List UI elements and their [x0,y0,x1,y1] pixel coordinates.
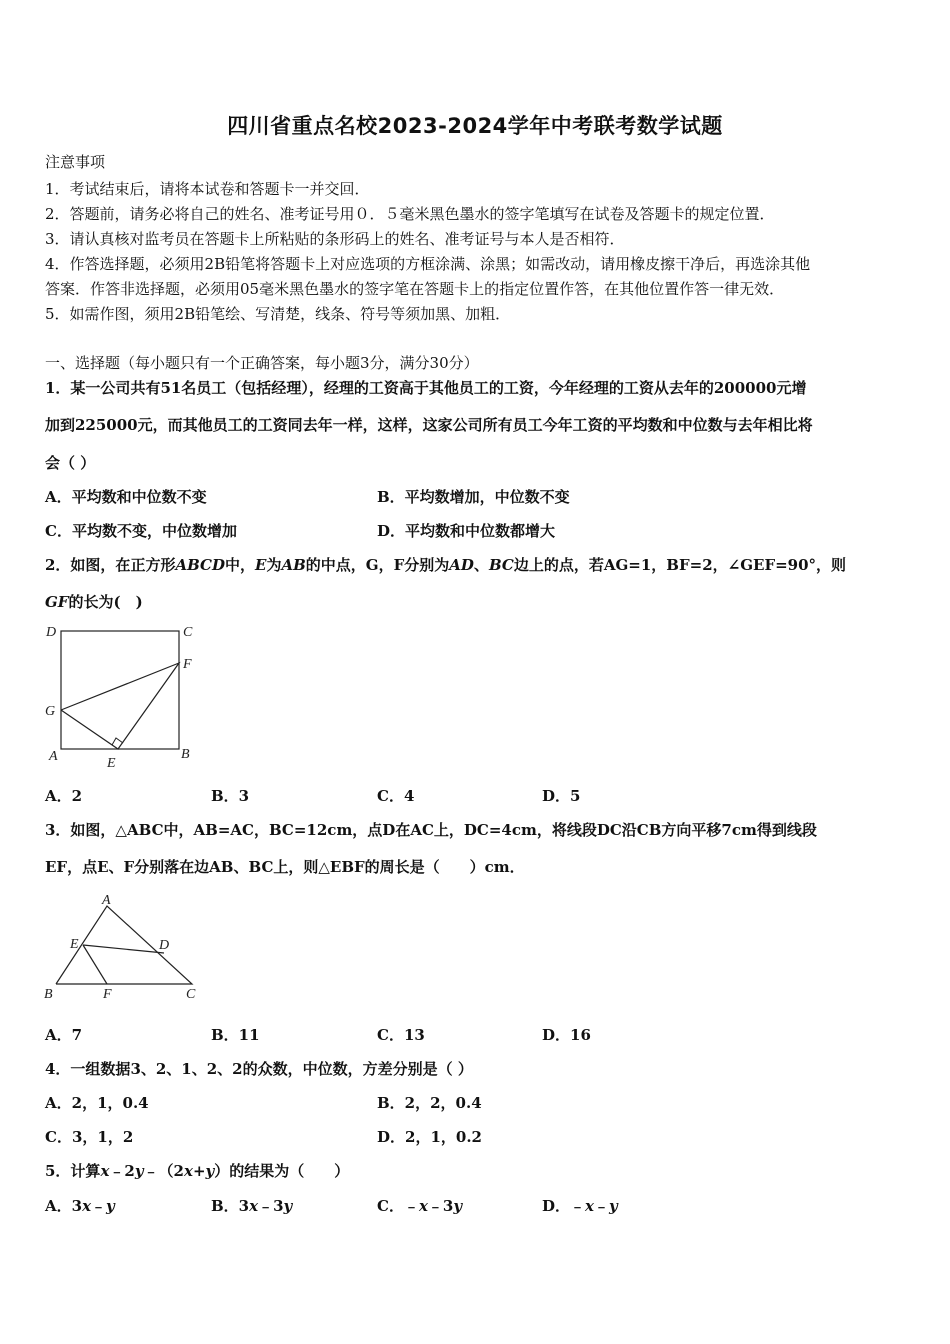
square-figure [40,620,210,775]
label-c: C [183,625,193,640]
question-4-line: 4．一组数据3、2、1、2、2的众数，中位数，方差分别是（ ） [45,1060,473,1078]
question-5-line: 5．计算x﹣2y﹣（2x+y）的结果为（ ） [45,1162,350,1180]
q2-option-a: A．2 [45,787,83,805]
q2-option-c: C．4 [377,787,415,805]
q3-option-c: C．13 [377,1026,425,1044]
section-heading: 一、选择题（每小题只有一个正确答案，每小题3分，满分30分） [45,354,479,372]
question-2-line: 2．如图，在正方形ABCD中，E为AB的中点，G，F分别为AD、BC边上的点，若AG=1，BF=2，∠GEF=90°，则 [45,556,847,574]
q4-option-d: D．2，1，0.2 [377,1128,482,1146]
label-d: D [159,938,170,953]
q1-option-d: D．平均数和中位数都增大 [377,522,556,540]
q5-option-d: D．﹣x﹣y [542,1197,618,1215]
question-3-line: 3．如图，△ABC中，AB=AC，BC=12cm，点D在AC上，DC=4cm，将线段DC沿CB方向平移7cm得到线段 [45,821,817,839]
question-1-line: 会（ ） [45,454,96,472]
label-e: E [107,756,116,771]
question-1-line: 加到225000元，而其他员工的工资同去年一样，这样，这家公司所有员工今年工资的平均数和中位数与去年相比将 [45,416,813,434]
q2-option-d: D．5 [542,787,581,805]
notice-item: 1．考试结束后，请将本试卷和答题卡一并交回． [45,180,370,198]
label-g: G [45,704,56,719]
q3-option-d: D．16 [542,1026,591,1044]
q4-option-a: A．2，1，0.4 [45,1094,149,1112]
notice-item: 3．请认真核对监考员在答题卡上所粘贴的条形码上的姓名、准考证号与本人是否相符． [45,230,625,248]
q3-option-b: B．11 [211,1026,260,1044]
q4-option-c: C．3，1，2 [45,1128,134,1146]
q5-option-c: C．﹣x﹣3y [377,1197,463,1215]
page-title: 四川省重点名校2023-2024学年中考联考数学试题 [227,114,723,138]
notice-item: 答案．作答非选择题，必须用05毫米黑色墨水的签字笔在答题卡上的指定位置作答，在其他位置作答一律无效． [45,280,785,298]
question-1-line: 1．某一公司共有51名员工（包括经理），经理的工资高于其他员工的工资，今年经理的工资从去年的200000元增 [45,379,807,397]
label-f: F [103,987,112,1002]
label-a: A [102,893,111,908]
notice-heading: 注意事项 [45,153,106,171]
question-2-line: GF的长为( ) [45,593,143,611]
label-b: B [181,747,190,762]
label-f: F [183,657,192,672]
q5-option-b: B．3x﹣3y [211,1197,293,1215]
q5-option-a: A．3x﹣y [45,1197,115,1215]
question-3-line: EF，点E、F分别落在边AB、BC上，则△EBF的周长是（ ）cm． [45,858,525,876]
triangle-figure [40,892,205,1007]
notice-item: 2．答题前，请务必将自己的姓名、准考证号用０．５毫米黑色墨水的签字笔填写在试卷及答题卡的规定位置． [45,205,775,223]
label-d: D [46,625,57,640]
label-b: B [44,987,53,1002]
q1-option-c: C．平均数不变，中位数增加 [45,522,237,540]
notice-item: 4．作答选择题，必须用2B铅笔将答题卡上对应选项的方框涂满、涂黑；如需改动，请用橡皮擦干净后，再选涂其他 [45,255,811,273]
label-e: E [70,937,79,952]
q1-option-b: B．平均数增加，中位数不变 [377,488,570,506]
label-a: A [49,749,58,764]
q3-option-a: A．7 [45,1026,83,1044]
q1-option-a: A．平均数和中位数不变 [45,488,207,506]
q4-option-b: B．2，2，0.4 [377,1094,482,1112]
q2-option-b: B．3 [211,787,250,805]
notice-item: 5．如需作图，须用2B铅笔绘、写清楚，线条、符号等须加黑、加粗． [45,305,511,323]
label-c: C [186,987,196,1002]
